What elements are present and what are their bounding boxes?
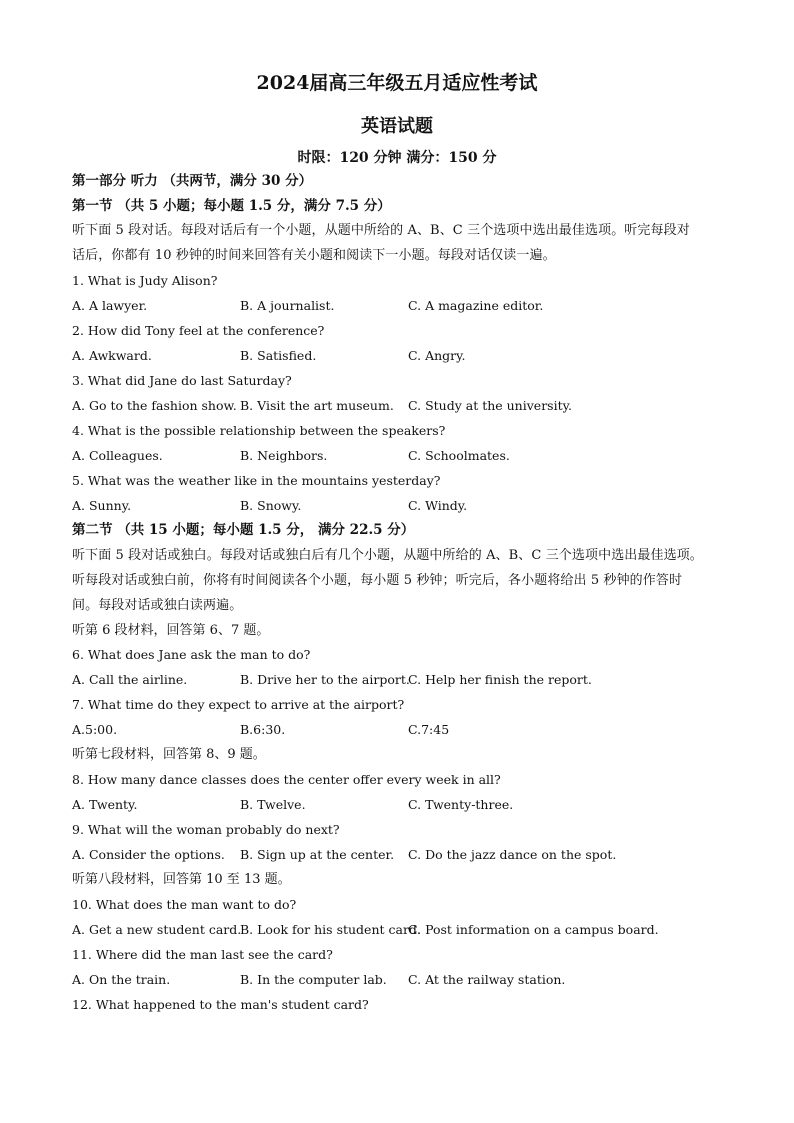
question-7-option-a[interactable]: A.5:00.: [72, 722, 118, 737]
question-8-option-b[interactable]: B. Twelve.: [240, 797, 306, 812]
question-9-option-c[interactable]: C. Do the jazz dance on the spot.: [408, 847, 617, 862]
material-8-note: 听第八段材料，回答第 10 至 13 题。: [72, 872, 291, 887]
question-3-option-b[interactable]: B. Visit the art museum.: [240, 398, 394, 413]
question-8-option-a[interactable]: A. Twenty.: [72, 797, 138, 812]
question-6-stem: 6. What does Jane ask the man to do?: [72, 647, 311, 662]
question-11-stem: 11. Where did the man last see the card?: [72, 947, 333, 962]
section1-instructions-1: 听下面 5 段对话。每段对话后有一个小题，从题中所给的 A、B、C 三个选项中选出最佳选项。听完每段对: [72, 223, 690, 238]
question-11-option-a[interactable]: A. On the train.: [72, 972, 171, 987]
question-1-option-b[interactable]: B. A journalist.: [240, 298, 335, 313]
subject-title: 英语试题: [361, 116, 433, 137]
question-2-option-a[interactable]: A. Awkward.: [72, 348, 152, 363]
question-1-option-a[interactable]: A. A lawyer.: [72, 298, 148, 313]
question-4-option-c[interactable]: C. Schoolmates.: [408, 448, 510, 463]
material-6-note: 听第 6 段材料，回答第 6、7 题。: [72, 623, 270, 638]
question-9-option-b[interactable]: B. Sign up at the center.: [240, 847, 395, 862]
question-2-option-c[interactable]: C. Angry.: [408, 348, 466, 363]
section2-instructions-2: 听每段对话或独白前，你将有时间阅读各个小题，每小题 5 秒钟；听完后，各小题将给出 5 秒钟的作答时: [72, 573, 683, 588]
question-12-stem: 12. What happened to the man's student card?: [72, 997, 369, 1012]
question-5-option-b[interactable]: B. Snowy.: [240, 498, 302, 513]
question-2-stem: 2. How did Tony feel at the conference?: [72, 323, 325, 338]
question-9-option-a[interactable]: A. Consider the options.: [72, 847, 225, 862]
question-7-option-c[interactable]: C.7:45: [408, 722, 450, 737]
question-4-option-b[interactable]: B. Neighbors.: [240, 448, 328, 463]
question-5-stem: 5. What was the weather like in the mountains yesterday?: [72, 473, 441, 488]
exam-meta: 时限：120 分钟 满分：150 分: [297, 150, 497, 166]
section2-instructions-3: 间。每段对话或独白读两遍。: [72, 598, 243, 613]
question-11-option-c[interactable]: C. At the railway station.: [408, 972, 566, 987]
question-5-option-c[interactable]: C. Windy.: [408, 498, 468, 513]
question-3-option-a[interactable]: A. Go to the fashion show.: [72, 398, 237, 413]
question-8-stem: 8. How many dance classes does the center offer every week in all?: [72, 772, 501, 787]
part1-heading: 第一部分 听力 （共两节，满分 30 分）: [72, 173, 313, 189]
question-1-option-c[interactable]: C. A magazine editor.: [408, 298, 544, 313]
question-7-stem: 7. What time do they expect to arrive at the airport?: [72, 697, 405, 712]
section2-heading: 第二节 （共 15 小题；每小题 1.5 分， 满分 22.5 分）: [72, 522, 415, 538]
question-9-stem: 9. What will the woman probably do next?: [72, 822, 340, 837]
question-10-stem: 10. What does the man want to do?: [72, 897, 297, 912]
question-10-option-c[interactable]: C. Post information on a campus board.: [408, 922, 659, 937]
material-7-note: 听第七段材料，回答第 8、9 题。: [72, 747, 266, 762]
question-1-stem: 1. What is Judy Alison?: [72, 273, 218, 288]
section1-instructions-2: 话后，你都有 10 秒钟的时间来回答有关小题和阅读下一小题。每段对话仅读一遍。: [72, 248, 556, 263]
question-3-option-c[interactable]: C. Study at the university.: [408, 398, 572, 413]
question-7-option-b[interactable]: B.6:30.: [240, 722, 286, 737]
question-11-option-b[interactable]: B. In the computer lab.: [240, 972, 387, 987]
question-10-option-b[interactable]: B. Look for his student card.: [240, 922, 421, 937]
section1-heading: 第一节 （共 5 小题；每小题 1.5 分，满分 7.5 分）: [72, 198, 391, 214]
question-4-stem: 4. What is the possible relationship between the speakers?: [72, 423, 446, 438]
question-10-option-a[interactable]: A. Get a new student card.: [72, 922, 242, 937]
question-8-option-c[interactable]: C. Twenty-three.: [408, 797, 514, 812]
question-6-option-c[interactable]: C. Help her finish the report.: [408, 672, 592, 687]
question-6-option-a[interactable]: A. Call the airline.: [72, 672, 188, 687]
question-2-option-b[interactable]: B. Satisfied.: [240, 348, 317, 363]
question-3-stem: 3. What did Jane do last Saturday?: [72, 373, 292, 388]
section2-instructions-1: 听下面 5 段对话或独白。每段对话或独白后有几个小题，从题中所给的 A、B、C 三个选项中选出最佳选项。: [72, 548, 703, 563]
question-4-option-a[interactable]: A. Colleagues.: [72, 448, 163, 463]
question-5-option-a[interactable]: A. Sunny.: [72, 498, 132, 513]
exam-title: 2024届高三年级五月适应性考试: [256, 72, 538, 94]
question-6-option-b[interactable]: B. Drive her to the airport.: [240, 672, 410, 687]
